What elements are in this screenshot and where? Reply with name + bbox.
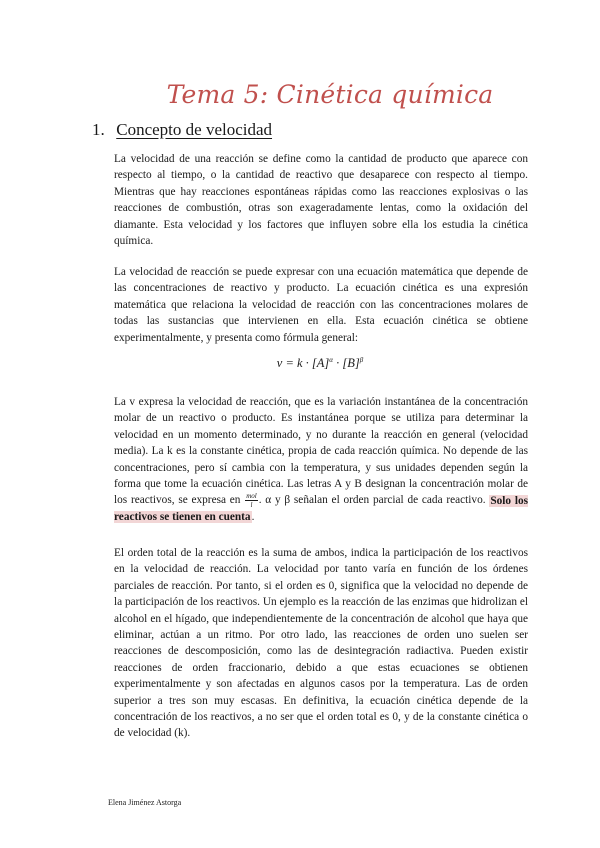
section-heading: [92, 120, 272, 140]
page-title: Tema 5: Cinética química: [166, 80, 494, 109]
p3-text-end: .: [251, 511, 255, 524]
section-number: 1.: [92, 120, 105, 139]
paragraph-definition: La velocidad de una reacción se define como la cantidad de producto que aparece con respecto al tiempo, o la cantidad de reactivo que desaparece con respecto al tiempo. Mientras que hay reacciones espontáneas rápidas como las reacciones explosivas o las reacciones de combustión, otras son exageradamente lentas, como la oxidación del diamante. Esta velocidad y los factores que influyen sobre ella los estudia la cinética química.: [114, 153, 528, 248]
footer-author: Elena Jiménez Astorga: [108, 798, 182, 807]
unit-numerator: mol: [246, 492, 257, 501]
paragraph-total-order: El orden total de la reacción es la suma de ambos, indica la participación de los reactivos en la velocidad de reacción. La velocidad por tanto varía en función de los órdenes parciales de reacción. Por tanto, si el orden es 0, significa que la velocidad no depende de la participación de los reactivos. Un ejemplo es la reacción de las enzimas que hidrolizan el alcohol en el hígado, que independientemente de la concentración de alcohol que haya que eliminar, actúan a un ritmo. Por otro lado, las reacciones de orden uno suelen ser reacciones de descomposición, como las de desintegración radiactiva. Pueden existir reacciones de orden fraccionario, debido a que estas ecuaciones se obtienen experimentalmente y son afectadas en algunos casos por la temperatura. Las de orden superior a tres son muy escasas. En definitiva, la ecuación cinética depende de la concentración de los reactivos, a no ser que el orden total es 0, y de la constante cinética o de velocidad (k).: [114, 547, 528, 740]
unit-denominator: l: [250, 501, 253, 510]
p3-text-before: La v expresa la velocidad de reacción, que es la variación instantánea de la concentración molar de un reactivo o producto. Es instantánea porque se utiliza para determinar la velocidad en un momento determinado, y no durante la reacción en general (velocidad media). La k es la constante cinética, propia de cada reacción química. No depende de las concentraciones, pero sí cambia con la temperatura, y sus unidades dependen según la forma que tome la ecuación cinética. Las letras A y B designan la concentración molar de los reactivos, se expresa en: [114, 396, 528, 507]
paragraph-variables: [114, 394, 528, 526]
unit-fraction: [245, 492, 258, 509]
p3-text-after: . α y β señalan el orden parcial de cada reactivo.: [258, 494, 486, 507]
formula-exponent-beta: β: [359, 356, 364, 364]
section-label: Concepto de velocidad: [116, 120, 273, 139]
formula-mid: · [B]: [332, 356, 360, 371]
formula-lhs: v = k · [A]: [276, 356, 330, 371]
paragraph-kinetic-equation: La velocidad de reacción se puede expresar con una ecuación matemática que depende de las concentraciones de reactivo y producto. La ecuación cinética es una expresión matemática que relaciona la velocidad de reacción con las concentraciones molares de todas las sustancias que intervienen en ella. Esta ecuación cinética se obtiene experimentalmente, y presenta como fórmula general:: [114, 266, 528, 344]
rate-law-formula: [0, 356, 600, 371]
formula-exponent-alpha: α: [329, 356, 333, 364]
highlighted-note: Solo los reactivos se tienen en cuenta: [114, 494, 529, 524]
